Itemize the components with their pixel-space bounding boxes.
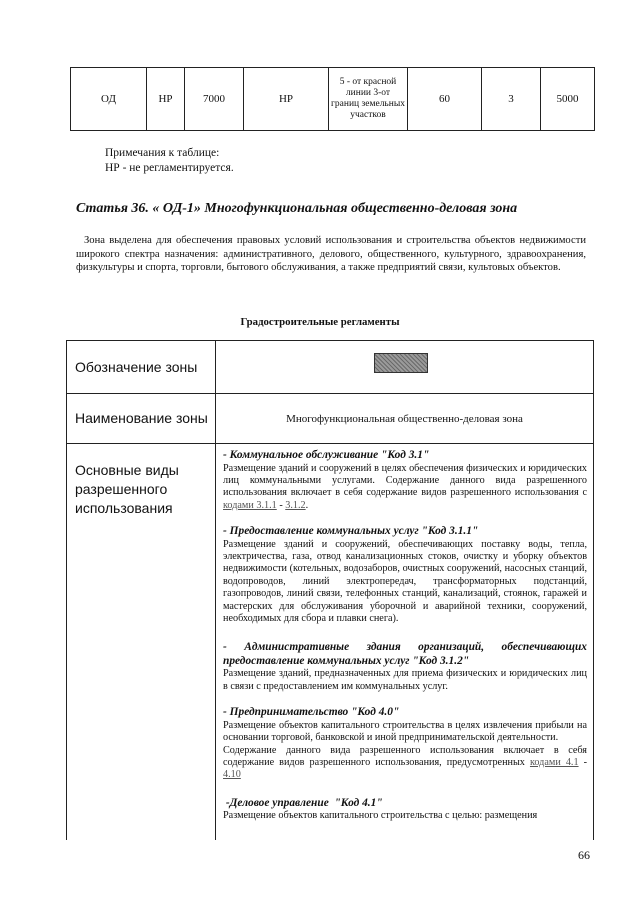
zone-name-label: Наименование зоны — [75, 410, 208, 426]
spacer — [223, 693, 587, 706]
table-cell: 5000 — [541, 68, 595, 131]
spacer — [223, 625, 587, 641]
section-heading: - Предоставление коммунальных услуг "Код 3.1.1" — [223, 525, 479, 538]
section-heading: - Административные здания организаций, обеспечивающих предоставление коммунальных услуг "Код 3.1.2" — [223, 641, 587, 667]
section-body: Размещение зданий, предназначенных для приема физических и юридических лиц в связи с предоставлением им коммунальных услуг. — [223, 668, 587, 692]
zone-code-label: Обозначение зоны — [75, 359, 198, 375]
section-heading: - Коммунальное обслуживание "Код 3.1" — [223, 449, 430, 461]
zone-name-value: Многофункциональная общественно-деловая зона — [286, 412, 523, 425]
section-text: - — [276, 499, 286, 511]
section-body: Размещение объектов капитального строительства с целью: размещения — [223, 810, 538, 822]
table-cell: 3 — [482, 68, 541, 131]
uses-content — [223, 449, 587, 823]
section-body — [223, 463, 587, 513]
table-notes — [105, 146, 234, 176]
article-title: Статья 36. « ОД-1» Многофункциональная общественно-деловая зона — [76, 201, 518, 216]
section-body — [223, 745, 587, 782]
table-cell: НР — [244, 68, 329, 131]
main-uses-label: Основные виды разрешенного использования — [75, 462, 179, 516]
table-cell: 7000 — [185, 68, 244, 131]
section-heading: -Деловое управление "Код 4.1" — [223, 796, 383, 809]
spacer — [223, 512, 587, 525]
page-number: 66 — [578, 848, 590, 862]
zone-code-row — [67, 341, 593, 394]
section-text: . — [305, 499, 309, 511]
section-heading: - Предпринимательство "Код 4.0" — [223, 706, 400, 719]
zone-description: Зона выделена для обеспечения правовых условий использования и строительства объектов недвижимости широкого спектра назначения: административного, делового, общественного, культурного, здравоохранения, физкультуры и спорта, торговли, бытового обслуживания, а также предприятий связи, культовых объектов. — [76, 235, 586, 273]
zone-code-swatch — [374, 353, 428, 373]
notes-line: НР - не регламентируется. — [105, 162, 234, 174]
spacer — [223, 782, 587, 797]
notes-heading: Примечания к таблице: — [105, 147, 220, 159]
regulations-table — [66, 340, 594, 840]
section-body: Размещение зданий и сооружений, обеспечивающих поставку воды, тепла, электричества, газа, отвод канализационных стоков, очистку и уборку объектов недвижимости (котельных, водозаборов, очистных сооружений, насосных станций, водопроводов, линий электропередач, трансформаторных подстанций, газопроводов, линий связи, телефонных станций, канализаций, стоянок, гаражей и мастерских для обслуживания уборочной и аварийной техники, сооружений, необходимых для сбора и плавки снега). — [223, 538, 587, 625]
table-cell: 5 - от красной линии 3-от границ земельных участков — [329, 68, 408, 131]
zone-parameters-table — [70, 67, 595, 131]
code-link[interactable]: кодами 4.1 — [529, 757, 579, 768]
section-text: Размещение зданий и сооружений в целях обеспечения физических и юридических лиц коммунальными услугами. Содержание данного вида разрешенного использования включает в себя содержание видов разрешенного использования с — [223, 462, 587, 499]
zone-name-row — [67, 394, 593, 444]
table-cell: ОД — [71, 68, 147, 131]
code-link[interactable]: 4.10 — [223, 769, 241, 781]
regulations-title: Градостроительные регламенты — [240, 316, 400, 328]
section-body: Размещение объектов капитального строительства в целях извлечения прибыли на основании торговой, банковской и иной предпринимательской деятельности. — [223, 719, 587, 744]
table-row — [71, 68, 595, 131]
code-link[interactable]: 3.1.2 — [285, 499, 306, 511]
section-text: - — [578, 757, 587, 768]
table-cell: 60 — [408, 68, 482, 131]
section-text: Содержание данного вида разрешенного использования включает в себя содержание видов разрешенного использования, предусмотренных — [223, 744, 587, 768]
code-link[interactable]: кодами 3.1.1 — [223, 499, 277, 511]
table-cell: НР — [147, 68, 185, 131]
